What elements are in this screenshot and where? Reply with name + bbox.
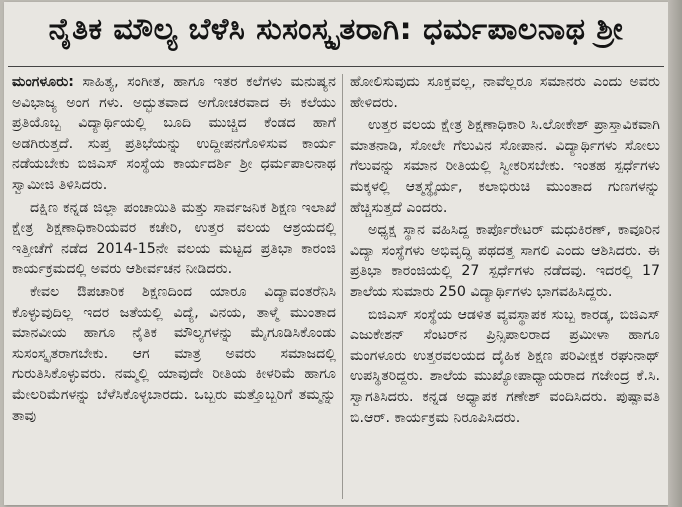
article-paragraph: ಕೇವಲ ಔಪಚಾರಿಕ ಶಿಕ್ಷಣದಿಂದ ಯಾರೂ ವಿದ್ಯಾವಂತರೆನಿಸಿ ಕೊಳ್ಳುವುದಿಲ್ಲ ಇದರ ಜತೆಯಲ್ಲಿ ವಿದ್ಯೆ, ವಿನಯ, ತಾಳ್ಮೆ ಮುಂತಾದ ಮಾನವೀಯ ಹಾಗೂ ನೈತಿಕ ಮೌಲ್ಯಗಳನ್ನು ಮೈಗೂಡಿಸಿಕೊಂಡು ಸುಸಂಸ್ಕೃತರಾಗಬೇಕು. ಆಗ ಮಾತ್ರ ಅವರು ಸಮಾಜದಲ್ಲಿ ಗುರುತಿಸಿಕೊಳ್ಳುವರು. ನಮ್ಮಲ್ಲಿ ಯಾವುದೇ ರೀತಿಯ ಕೀಳರಿಮೆ ಹಾಗೂ ಮೇಲರಿಮೆಗಳನ್ನು ಬೆಳೆಸಿಕೊಳ್ಳಬಾರದು. ಒಬ್ಬರು ಮತ್ತೊಬ್ಬರಿಗೆ ತಮ್ಮನ್ನು ತಾವು — [12, 283, 336, 424]
article-paragraph: ಹೋಲಿಸುವುದು ಸೂಕ್ತವಲ್ಲ, ನಾವೆಲ್ಲರೂ ಸಮಾನರು ಎಂದು ಅವರು ಹೇಳಿದರು. — [350, 74, 660, 111]
article-headline: ನೈತಿಕ ಮೌಲ್ಯ ಬೆಳೆಸಿ ಸುಸಂಸ್ಕೃತರಾಗಿ: ಧರ್ಮಪಾಲನಾಥ ಶ್ರೀ — [48, 12, 624, 47]
column-divider — [342, 74, 343, 499]
article-paragraph — [12, 72, 336, 196]
paragraph-text: ಸಾಹಿತ್ಯ, ಸಂಗೀತ, ಹಾಗೂ ಇತರ ಕಲೆಗಳು ಮನುಷ್ಯನ ಅವಿಭಾಜ್ಯ ಅಂಗ ಗಳು. ಅದ್ಭುತವಾದ ಅಗೋಚರವಾದ ಈ ಕಲೆಯು ಪ್ರತಿಯೊಬ್ಬ ವಿದ್ಯಾರ್ಥಿಯಲ್ಲಿ ಬೂದಿ ಮುಚ್ಚಿದ ಕೆಂಡದ ಹಾಗೆ ಅಡಗಿರುತ್ತದೆ. ಸುಪ್ತ ಪ್ರತಿಭೆಯನ್ನು ಉದ್ದೀಪನಗೊಳಿಸುವ ಕಾರ್ಯ ನಡೆಯಬೇಕು ಬಿಜಿಎಸ್ ಸಂಸ್ಥೆಯ ಕಾರ್ಯದರ್ಶಿ ಶ್ರೀ ಧರ್ಮಪಾಲನಾಥ ಸ್ವಾಮೀಜಿ ತಿಳಿಸಿದರು. — [12, 74, 336, 193]
article-paragraph: ಉತ್ತರ ವಲಯ ಕ್ಷೇತ್ರ ಶಿಕ್ಷಣಾಧಿಕಾರಿ ಸಿ.ಲೋಕೇಶ್ ಪ್ರಾಸ್ತಾವಿಕವಾಗಿ ಮಾತನಾಡಿ, ಸೋಲೇ ಗೆಲುವಿನ ಸೋಪಾನ. ವಿದ್ಯಾರ್ಥಿಗಳು ಸೋಲು ಗೆಲುವನ್ನು ಸಮಾನ ರೀತಿಯಲ್ಲಿ ಸ್ವೀಕರಿಸಬೇಕು. ಇಂತಹ ಸ್ಪರ್ಧೆಗಳು ಮಕ್ಕಳಲ್ಲಿ ಆತ್ಮಸ್ಥೈರ್ಯ, ಕಲಾಭಿರುಚಿ ಮುಂತಾದ ಗುಣಗಳನ್ನು ಹೆಚ್ಚಿಸುತ್ತದೆ ಎಂದರು. — [350, 117, 660, 216]
article-paragraph: ದಕ್ಷಿಣ ಕನ್ನಡ ಜಿಲ್ಲಾ ಪಂಚಾಯಿತಿ ಮತ್ತು ಸಾರ್ವಜನಿಕ ಶಿಕ್ಷಣ ಇಲಾಖೆ ಕ್ಷೇತ್ರ ಶಿಕ್ಷಣಾಧಿಕಾರಿಯವರ ಕಚೇರಿ, ಉತ್ತರ ವಲಯ ಆಶ್ರಯದಲ್ಲಿ ಇತ್ತೀಚೆಗೆ ನಡೆದ 2014-15ನೇ ವಲಯ ಮಟ್ಟದ ಪ್ರತಿಭಾ ಕಾರಂಜಿ ಕಾರ್ಯಕ್ರಮದಲ್ಲಿ ಅವರು ಆಶೀರ್ವಚನ ನೀಡಿದರು. — [12, 199, 336, 278]
dateline: ಮಂಗಳೂರು: — [12, 74, 74, 90]
headline-rule — [8, 66, 664, 67]
article-paragraph: ಬಿಜಿಎಸ್ ಸಂಸ್ಥೆಯ ಆಡಳಿತ ವ್ಯವಸ್ಥಾಪಕ ಸುಬ್ಬ ಕಾರಡ್ಕ, ಬಿಜಿಎಸ್ ಎಜುಕೇಶನ್ ಸೆಂಟರ್‌ನ ಪ್ರಿನ್ಸಿಪಾಲರಾದ ಪ್ರಮೀಳಾ ಹಾಗೂ ಮಂಗಳೂರು ಉತ್ತರವಲಯದ ದೈಹಿಕ ಶಿಕ್ಷಣ ಪರಿವೀಕ್ಷಕ ರಘುನಾಥ್ ಉಪಸ್ಥಿತರಿದ್ದರು. ಶಾಲೆಯ ಮುಖ್ಯೋಪಾಧ್ಯಾಯರಾದ ಗಜೇಂದ್ರ ಕೆ.ಸಿ. ಸ್ವಾಗತಿಸಿದರು. ಕನ್ನಡ ಅಧ್ಯಾಪಕ ಗಣೇಶ್ ವಂದಿಸಿದರು. ಪುಷ್ಪಾವತಿ ಬಿ.ಆರ್. ಕಾರ್ಯಕ್ರಮ ನಿರೂಪಿಸಿದರು. — [350, 306, 660, 426]
article-paragraph: ಅಧ್ಯಕ್ಷ ಸ್ಥಾನ ವಹಿಸಿದ್ದ ಕಾರ್ಪೊರೇಟರ್ ಮಧುಕಿರಣ್, ಕಾವೂರಿನ ವಿದ್ಯಾ ಸಂಸ್ಥೆಗಳು ಅಭಿವೃದ್ಧಿ ಪಥದತ್ತ ಸಾಗಲಿ ಎಂದು ಆಶಿಸಿದರು. ಈ ಪ್ರತಿಭಾ ಕಾರಂಜಿಯಲ್ಲಿ 27 ಸ್ಪರ್ಧೆಗಳು ನಡೆದವು. ಇದರಲ್ಲಿ 17 ಶಾಲೆಯ ಸುಮಾರು 250 ವಿದ್ಯಾರ್ಥಿಗಳು ಭಾಗವಹಿಸಿದ್ದರು. — [350, 222, 660, 300]
article-column-right — [350, 72, 660, 430]
article-column-left — [12, 72, 336, 428]
newspaper-clipping — [4, 2, 668, 505]
scan-edge — [668, 0, 682, 507]
